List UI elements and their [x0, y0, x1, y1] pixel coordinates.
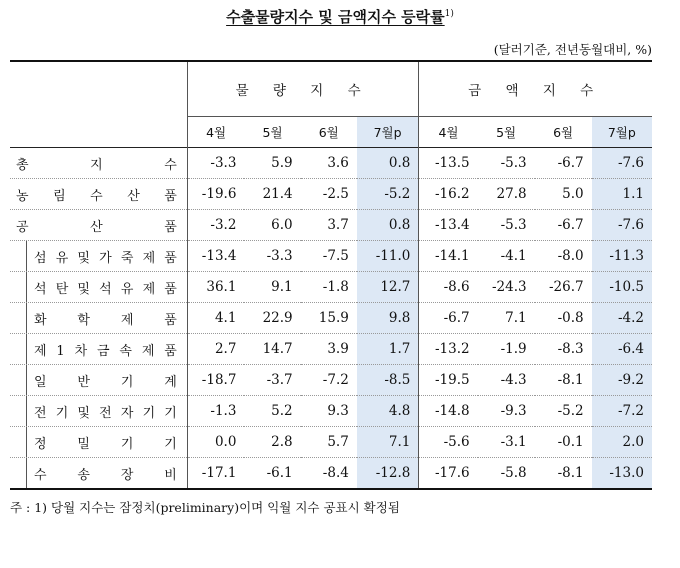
table-body — [10, 148, 652, 490]
month-header: 4월 — [419, 117, 478, 148]
value-cell: 2.7 — [187, 334, 244, 365]
month-header: 6월 — [301, 117, 357, 148]
value-cell: 0.8 — [357, 148, 419, 179]
row-label: 제 1 차 금 속 제 품 — [10, 334, 187, 365]
value-cell: -14.1 — [419, 241, 478, 272]
group-header-row — [10, 61, 652, 117]
table-row — [10, 334, 652, 365]
table-row — [10, 272, 652, 303]
value-cell: -8.0 — [535, 241, 592, 272]
value-cell: -13.4 — [187, 241, 244, 272]
row-label: 석 탄 및 석 유 제 품 — [10, 272, 187, 303]
table-row — [10, 148, 652, 179]
value-cell: 5.7 — [301, 427, 357, 458]
value-cell: -5.6 — [419, 427, 478, 458]
value-cell: -7.2 — [301, 365, 357, 396]
value-cell: -13.5 — [419, 148, 478, 179]
value-cell: -8.4 — [301, 458, 357, 490]
value-cell: -8.5 — [357, 365, 419, 396]
row-label: 공 산 품 — [10, 210, 187, 241]
value-cell: -11.3 — [592, 241, 652, 272]
value-cell: 3.9 — [301, 334, 357, 365]
value-cell: -0.1 — [535, 427, 592, 458]
value-cell: -3.7 — [244, 365, 300, 396]
row-label: 섬 유 및 가 죽 제 품 — [10, 241, 187, 272]
value-cell: -8.6 — [419, 272, 478, 303]
value-cell: 6.0 — [244, 210, 300, 241]
table-row — [10, 241, 652, 272]
value-cell: 5.2 — [244, 396, 300, 427]
value-cell: -24.3 — [478, 272, 535, 303]
value-cell: 5.9 — [244, 148, 300, 179]
value-cell: -7.6 — [592, 210, 652, 241]
value-cell: -8.1 — [535, 458, 592, 490]
value-cell: -13.2 — [419, 334, 478, 365]
value-cell: -11.0 — [357, 241, 419, 272]
value-cell: -4.3 — [478, 365, 535, 396]
row-label: 총 지 수 — [10, 148, 187, 179]
value-cell: -16.2 — [419, 179, 478, 210]
title-text: 수출물량지수 및 금액지수 등락률 — [226, 8, 445, 26]
table-row — [10, 458, 652, 490]
value-cell: 1.7 — [357, 334, 419, 365]
value-cell: 3.6 — [301, 148, 357, 179]
value-cell: 9.3 — [301, 396, 357, 427]
value-cell: -19.6 — [187, 179, 244, 210]
footnote: 주 : 1) 당월 지수는 잠정치(preliminary)이며 익월 지수 공표시 확정됨 — [10, 500, 400, 515]
table-row — [10, 427, 652, 458]
value-cell: -3.3 — [244, 241, 300, 272]
table-title — [0, 6, 680, 27]
table-row — [10, 365, 652, 396]
unit-note: (달러기준, 전년동월대비, %) — [493, 42, 652, 57]
value-cell: -8.3 — [535, 334, 592, 365]
value-cell: 7.1 — [357, 427, 419, 458]
value-cell: -19.5 — [419, 365, 478, 396]
value-cell: -5.2 — [357, 179, 419, 210]
row-label: 수 송 장 비 — [10, 458, 187, 490]
value-cell: -17.1 — [187, 458, 244, 490]
value-cell: -18.7 — [187, 365, 244, 396]
value-cell: 22.9 — [244, 303, 300, 334]
value-cell: -6.7 — [535, 148, 592, 179]
value-cell: 0.8 — [357, 210, 419, 241]
volume-index-header: 물 량 지 수 — [187, 61, 419, 117]
month-header: 7월p — [357, 117, 419, 148]
row-label: 화 학 제 품 — [10, 303, 187, 334]
value-cell: -1.3 — [187, 396, 244, 427]
month-header: 4월 — [187, 117, 244, 148]
value-cell: 2.8 — [244, 427, 300, 458]
row-label: 전 기 및 전 자 기 기 — [10, 396, 187, 427]
value-cell: -3.2 — [187, 210, 244, 241]
value-cell: -7.5 — [301, 241, 357, 272]
month-header: 6월 — [535, 117, 592, 148]
value-cell: 14.7 — [244, 334, 300, 365]
value-index-header: 금 액 지 수 — [468, 83, 604, 99]
table-row — [10, 210, 652, 241]
value-cell: -9.2 — [592, 365, 652, 396]
value-cell: -5.3 — [478, 210, 535, 241]
value-cell: 9.1 — [244, 272, 300, 303]
value-cell: -5.8 — [478, 458, 535, 490]
value-cell: -6.7 — [535, 210, 592, 241]
value-cell: -5.3 — [478, 148, 535, 179]
value-cell: 4.8 — [357, 396, 419, 427]
value-cell: 0.0 — [187, 427, 244, 458]
value-cell: 12.7 — [357, 272, 419, 303]
value-cell: -3.1 — [478, 427, 535, 458]
value-cell: 7.1 — [478, 303, 535, 334]
value-cell: -3.3 — [187, 148, 244, 179]
value-cell: -2.5 — [301, 179, 357, 210]
value-cell: -10.5 — [592, 272, 652, 303]
value-cell: 3.7 — [301, 210, 357, 241]
value-cell: -6.1 — [244, 458, 300, 490]
value-cell: 5.0 — [535, 179, 592, 210]
value-cell: -1.9 — [478, 334, 535, 365]
value-cell: -13.4 — [419, 210, 478, 241]
value-cell: 4.1 — [187, 303, 244, 334]
value-cell: -6.7 — [419, 303, 478, 334]
title-footnote-mark: 1) — [444, 9, 454, 19]
blank-header-cell — [10, 61, 187, 148]
month-header: 7월p — [592, 117, 652, 148]
value-cell: 1.1 — [592, 179, 652, 210]
table-row — [10, 179, 652, 210]
value-cell: -7.2 — [592, 396, 652, 427]
value-cell: -13.0 — [592, 458, 652, 490]
value-cell: -4.1 — [478, 241, 535, 272]
value-cell: -17.6 — [419, 458, 478, 490]
row-label: 농 림 수 산 품 — [10, 179, 187, 210]
value-cell: -9.3 — [478, 396, 535, 427]
value-cell: -4.2 — [592, 303, 652, 334]
value-cell: 15.9 — [301, 303, 357, 334]
value-cell: 2.0 — [592, 427, 652, 458]
value-cell: -14.8 — [419, 396, 478, 427]
table-row — [10, 396, 652, 427]
value-cell: 27.8 — [478, 179, 535, 210]
value-cell: -1.8 — [301, 272, 357, 303]
month-header: 5월 — [478, 117, 535, 148]
value-cell: 21.4 — [244, 179, 300, 210]
value-cell: -5.2 — [535, 396, 592, 427]
value-cell: -0.8 — [535, 303, 592, 334]
value-cell: -6.4 — [592, 334, 652, 365]
value-cell: -26.7 — [535, 272, 592, 303]
value-cell: -8.1 — [535, 365, 592, 396]
value-cell: -7.6 — [592, 148, 652, 179]
value-cell: -12.8 — [357, 458, 419, 490]
value-cell: 36.1 — [187, 272, 244, 303]
row-label: 일 반 기 계 — [10, 365, 187, 396]
row-label: 정 밀 기 기 — [10, 427, 187, 458]
table-row — [10, 303, 652, 334]
value-cell: 9.8 — [357, 303, 419, 334]
index-table — [10, 60, 652, 490]
month-header: 5월 — [244, 117, 300, 148]
